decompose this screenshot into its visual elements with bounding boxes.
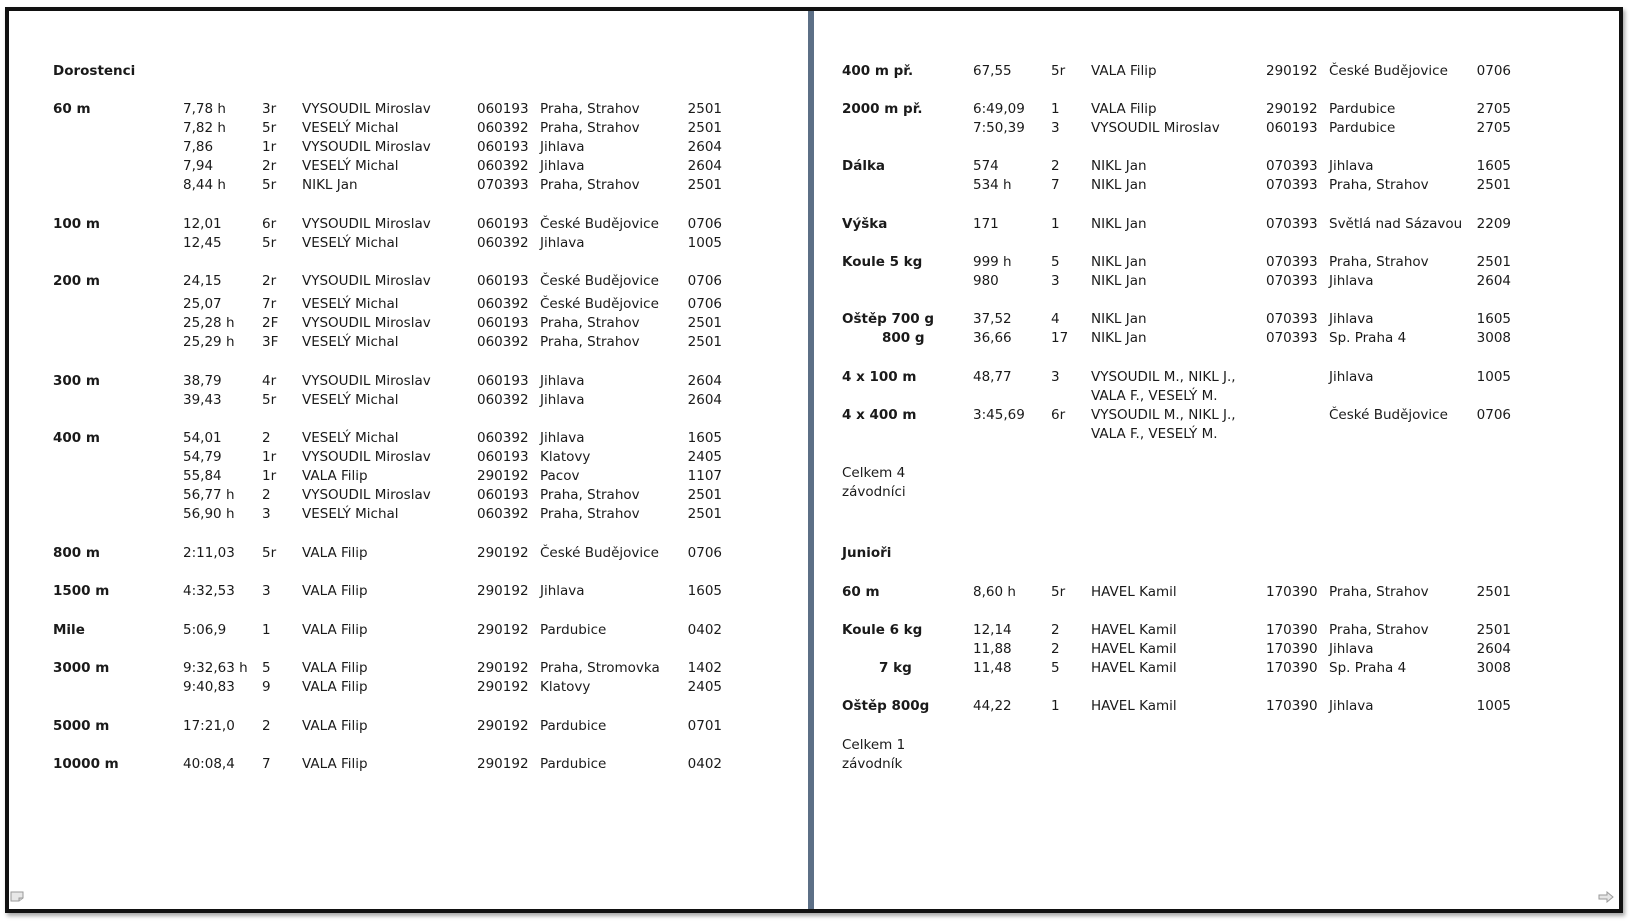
event-label: Koule 5 kg	[842, 254, 923, 270]
athlete-name: NIKL Jan	[1091, 273, 1147, 289]
result-cell: 39,43	[183, 392, 222, 408]
venue-cell: Jihlava	[1329, 273, 1374, 289]
date-cell: 2604	[687, 392, 722, 408]
athlete-name: VESELÝ Michal	[302, 120, 399, 136]
birth-date-cell: 060193	[477, 373, 529, 389]
date-cell: 1605	[1476, 158, 1511, 174]
birth-date-cell: 060392	[477, 334, 529, 350]
venue-cell: Praha, Strahov	[1329, 254, 1429, 270]
athlete-name: VESELÝ Michal	[302, 158, 399, 174]
venue-cell: Jihlava	[1329, 641, 1374, 657]
venue-cell: Jihlava	[540, 392, 585, 408]
date-cell: 1605	[687, 430, 722, 446]
date-cell: 2604	[1476, 273, 1511, 289]
athlete-name: VESELÝ Michal	[302, 235, 399, 251]
total-count-label: závodník	[842, 756, 903, 772]
athlete-name: NIKL Jan	[1091, 158, 1147, 174]
result-cell: 7:50,39	[973, 120, 1025, 136]
birth-date-cell: 290192	[477, 718, 529, 734]
date-cell: 0706	[687, 545, 722, 561]
birth-date-cell: 060193	[477, 216, 529, 232]
date-cell: 2405	[687, 679, 722, 695]
result-cell: 7,94	[183, 158, 214, 174]
athlete-name: HAVEL Kamil	[1091, 641, 1177, 657]
date-cell: 0706	[687, 216, 722, 232]
result-cell: 8,60 h	[973, 584, 1016, 600]
section-title: Dorostenci	[53, 63, 136, 79]
birth-date-cell: 070393	[1266, 216, 1318, 232]
venue-cell: České Budějovice	[1329, 63, 1448, 79]
venue-cell: Praha, Strahov	[540, 177, 640, 193]
birth-date-cell: 290192	[477, 545, 529, 561]
place-cell: 17	[1051, 330, 1069, 346]
result-cell: 17:21,0	[183, 718, 235, 734]
date-cell: 1107	[687, 468, 722, 484]
athlete-name: VALA Filip	[302, 583, 368, 599]
athlete-name: VESELÝ Michal	[302, 506, 399, 522]
athlete-name: VALA Filip	[302, 545, 368, 561]
athlete-name: VYSOUDIL Miroslav	[302, 315, 431, 331]
date-cell: 0402	[687, 622, 722, 638]
athlete-name: VYSOUDIL M., NIKL J.,	[1091, 369, 1236, 385]
result-cell: 48,77	[973, 369, 1012, 385]
birth-date-cell: 290192	[1266, 63, 1318, 79]
result-cell: 25,07	[183, 296, 222, 312]
event-label: 800 m	[53, 545, 100, 561]
athlete-name: NIKL Jan	[1091, 330, 1147, 346]
result-cell: 9:32,63 h	[183, 660, 248, 676]
place-cell: 5	[1051, 254, 1060, 270]
event-label: Výška	[842, 216, 888, 232]
place-cell: 5r	[262, 177, 277, 193]
venue-cell: Praha, Strahov	[540, 506, 640, 522]
birth-date-cell: 060193	[477, 273, 529, 289]
athlete-name: VALA Filip	[302, 468, 368, 484]
venue-cell: České Budějovice	[540, 216, 659, 232]
athlete-name: VYSOUDIL M., NIKL J.,	[1091, 407, 1236, 423]
event-label: 4 x 400 m	[842, 407, 917, 423]
event-label: 400 m	[53, 430, 100, 446]
venue-cell: Jihlava	[1329, 698, 1374, 714]
place-cell: 3	[262, 583, 271, 599]
venue-cell: České Budějovice	[1329, 407, 1448, 423]
athlete-name: VALA Filip	[1091, 63, 1157, 79]
date-cell: 3008	[1476, 660, 1511, 676]
venue-cell: Praha, Strahov	[1329, 177, 1429, 193]
venue-cell: Sp. Praha 4	[1329, 330, 1407, 346]
result-cell: 11,48	[973, 660, 1012, 676]
venue-cell: Jihlava	[1329, 369, 1374, 385]
event-label: 4 x 100 m	[842, 369, 917, 385]
event-label: 60 m	[53, 101, 91, 117]
birth-date-cell: 170390	[1266, 584, 1318, 600]
result-cell: 54,79	[183, 449, 222, 465]
athlete-name: VYSOUDIL Miroslav	[302, 487, 431, 503]
place-cell: 5r	[1051, 63, 1066, 79]
birth-date-cell: 060193	[477, 139, 529, 155]
place-cell: 5r	[262, 235, 277, 251]
venue-cell: Jihlava	[540, 235, 585, 251]
date-cell: 0706	[1476, 63, 1511, 79]
date-cell: 2501	[687, 506, 722, 522]
athlete-name-continued: VALA F., VESELÝ M.	[1091, 388, 1218, 404]
venue-cell: Praha, Strahov	[540, 120, 640, 136]
date-cell: 2501	[687, 101, 722, 117]
date-cell: 2604	[687, 139, 722, 155]
place-cell: 1	[1051, 698, 1060, 714]
date-cell: 1605	[1476, 311, 1511, 327]
total-count-label: závodníci	[842, 484, 906, 500]
birth-date-cell: 290192	[477, 679, 529, 695]
birth-date-cell: 060193	[477, 315, 529, 331]
birth-date-cell: 070393	[1266, 254, 1318, 270]
venue-cell: Praha, Strahov	[540, 101, 640, 117]
event-label: Dálka	[842, 158, 886, 174]
place-cell: 5r	[1051, 584, 1066, 600]
date-cell: 2705	[1476, 101, 1511, 117]
result-cell: 4:32,53	[183, 583, 235, 599]
result-cell: 56,90 h	[183, 506, 235, 522]
date-cell: 0402	[687, 756, 722, 772]
event-label: Oštěp 800g	[842, 698, 930, 714]
place-cell: 7	[262, 756, 271, 772]
date-cell: 2604	[1476, 641, 1511, 657]
date-cell: 0706	[687, 273, 722, 289]
venue-cell: Jihlava	[540, 373, 585, 389]
place-cell: 6r	[262, 216, 277, 232]
result-cell: 12,14	[973, 622, 1012, 638]
athlete-name: VYSOUDIL Miroslav	[302, 273, 431, 289]
birth-date-cell: 290192	[477, 622, 529, 638]
athlete-name: NIKL Jan	[1091, 216, 1147, 232]
athlete-name: VYSOUDIL Miroslav	[302, 449, 431, 465]
event-label: 400 m př.	[842, 63, 914, 79]
birth-date-cell: 060392	[477, 158, 529, 174]
result-cell: 6:49,09	[973, 101, 1025, 117]
date-cell: 2705	[1476, 120, 1511, 136]
birth-date-cell: 170390	[1266, 622, 1318, 638]
venue-cell: Praha, Strahov	[540, 315, 640, 331]
total-count: Celkem 1	[842, 737, 906, 753]
birth-date-cell: 290192	[477, 660, 529, 676]
venue-cell: Jihlava	[540, 158, 585, 174]
place-cell: 2	[1051, 622, 1060, 638]
birth-date-cell: 070393	[1266, 330, 1318, 346]
result-cell: 11,88	[973, 641, 1012, 657]
birth-date-cell: 290192	[477, 756, 529, 772]
place-cell: 7	[1051, 177, 1060, 193]
place-cell: 2	[262, 718, 271, 734]
result-cell: 7,78 h	[183, 101, 226, 117]
event-label: Mile	[53, 622, 85, 638]
place-cell: 3	[262, 506, 271, 522]
venue-cell: Praha, Strahov	[540, 334, 640, 350]
athlete-name: VALA Filip	[302, 718, 368, 734]
birth-date-cell: 060392	[477, 235, 529, 251]
birth-date-cell: 290192	[1266, 101, 1318, 117]
date-cell: 0706	[1476, 407, 1511, 423]
date-cell: 2604	[687, 158, 722, 174]
date-cell: 1605	[687, 583, 722, 599]
birth-date-cell: 290192	[477, 583, 529, 599]
birth-date-cell: 060193	[477, 487, 529, 503]
birth-date-cell: 070393	[1266, 273, 1318, 289]
date-cell: 2501	[687, 334, 722, 350]
athlete-name: VALA Filip	[302, 622, 368, 638]
venue-cell: Praha, Stromovka	[540, 660, 660, 676]
page-right	[814, 0, 1623, 923]
date-cell: 2604	[687, 373, 722, 389]
place-cell: 1	[262, 622, 271, 638]
result-cell: 999 h	[973, 254, 1012, 270]
athlete-name: HAVEL Kamil	[1091, 622, 1177, 638]
place-cell: 5r	[262, 545, 277, 561]
venue-cell: Pardubice	[1329, 101, 1396, 117]
birth-date-cell: 060392	[477, 392, 529, 408]
venue-cell: Praha, Strahov	[1329, 584, 1429, 600]
venue-cell: Světlá nad Sázavou	[1329, 216, 1463, 232]
birth-date-cell: 060193	[477, 101, 529, 117]
venue-cell: Sp. Praha 4	[1329, 660, 1407, 676]
venue-cell: Pardubice	[540, 718, 607, 734]
date-cell: 1402	[687, 660, 722, 676]
place-cell: 2	[1051, 641, 1060, 657]
venue-cell: České Budějovice	[540, 545, 659, 561]
venue-cell: Jihlava	[1329, 311, 1374, 327]
date-cell: 2501	[687, 487, 722, 503]
result-cell: 55,84	[183, 468, 222, 484]
athlete-name: HAVEL Kamil	[1091, 698, 1177, 714]
date-cell: 1005	[1476, 369, 1511, 385]
place-cell: 5r	[262, 392, 277, 408]
result-cell: 37,52	[973, 311, 1012, 327]
place-cell: 2	[262, 430, 271, 446]
birth-date-cell: 060392	[477, 296, 529, 312]
birth-date-cell: 070393	[1266, 177, 1318, 193]
result-cell: 24,15	[183, 273, 222, 289]
result-cell: 5:06,9	[183, 622, 227, 638]
place-cell: 1r	[262, 449, 277, 465]
place-cell: 3	[1051, 369, 1060, 385]
athlete-name: VYSOUDIL Miroslav	[302, 373, 431, 389]
event-label: 60 m	[842, 584, 880, 600]
page-left	[0, 0, 808, 923]
birth-date-cell: 060392	[477, 430, 529, 446]
place-cell: 5	[1051, 660, 1060, 676]
athlete-name: NIKL Jan	[302, 177, 358, 193]
date-cell: 0701	[687, 718, 722, 734]
athlete-name: HAVEL Kamil	[1091, 584, 1177, 600]
date-cell: 1005	[687, 235, 722, 251]
date-cell: 2209	[1476, 216, 1511, 232]
date-cell: 2501	[687, 177, 722, 193]
athlete-name-continued: VALA F., VESELÝ M.	[1091, 426, 1218, 442]
event-label: 200 m	[53, 273, 100, 289]
place-cell: 2r	[262, 158, 277, 174]
result-cell: 56,77 h	[183, 487, 235, 503]
next-page-arrow-icon[interactable]	[1598, 891, 1612, 902]
athlete-name: VESELÝ Michal	[302, 296, 399, 312]
venue-cell: Pacov	[540, 468, 580, 484]
venue-cell: Jihlava	[540, 430, 585, 446]
athlete-name: VESELÝ Michal	[302, 392, 399, 408]
place-cell: 3	[1051, 120, 1060, 136]
result-cell: 38,79	[183, 373, 222, 389]
event-label: 100 m	[53, 216, 100, 232]
event-label: 300 m	[53, 373, 100, 389]
athlete-name: VALA Filip	[302, 679, 368, 695]
result-cell: 9:40,83	[183, 679, 235, 695]
place-cell: 1r	[262, 139, 277, 155]
athlete-name: VESELÝ Michal	[302, 334, 399, 350]
venue-cell: Jihlava	[1329, 158, 1374, 174]
venue-cell: Pardubice	[540, 622, 607, 638]
athlete-name: VESELÝ Michal	[302, 430, 399, 446]
athlete-name: VYSOUDIL Miroslav	[302, 216, 431, 232]
birth-date-cell: 170390	[1266, 641, 1318, 657]
place-cell: 6r	[1051, 407, 1066, 423]
place-cell: 3r	[262, 101, 277, 117]
venue-cell: Praha, Strahov	[540, 487, 640, 503]
birth-date-cell: 170390	[1266, 698, 1318, 714]
place-cell: 3F	[262, 334, 279, 350]
place-cell: 4	[1051, 311, 1060, 327]
place-cell: 1	[1051, 101, 1060, 117]
result-cell: 171	[973, 216, 999, 232]
event-label: 10000 m	[53, 756, 119, 772]
date-cell: 2501	[1476, 177, 1511, 193]
place-cell: 1	[1051, 216, 1060, 232]
place-cell: 5r	[262, 120, 277, 136]
page-curl-left-icon[interactable]	[10, 891, 24, 902]
event-label: 3000 m	[53, 660, 110, 676]
section-title: Junioři	[842, 545, 892, 561]
athlete-name: NIKL Jan	[1091, 311, 1147, 327]
venue-cell: Klatovy	[540, 679, 591, 695]
venue-cell: Pardubice	[1329, 120, 1396, 136]
date-cell: 2501	[1476, 254, 1511, 270]
total-count: Celkem 4	[842, 465, 906, 481]
athlete-name: NIKL Jan	[1091, 254, 1147, 270]
result-cell: 980	[973, 273, 999, 289]
place-cell: 3	[1051, 273, 1060, 289]
birth-date-cell: 290192	[477, 468, 529, 484]
place-cell: 2r	[262, 273, 277, 289]
result-cell: 44,22	[973, 698, 1012, 714]
place-cell: 1r	[262, 468, 277, 484]
athlete-name: NIKL Jan	[1091, 177, 1147, 193]
result-cell: 12,01	[183, 216, 222, 232]
result-cell: 3:45,69	[973, 407, 1025, 423]
venue-cell: České Budějovice	[540, 273, 659, 289]
athlete-name: VALA Filip	[1091, 101, 1157, 117]
result-cell: 12,45	[183, 235, 222, 251]
date-cell: 1005	[1476, 698, 1511, 714]
result-cell: 67,55	[973, 63, 1012, 79]
date-cell: 2501	[1476, 622, 1511, 638]
event-label: Oštěp 700 g	[842, 311, 935, 327]
place-cell: 9	[262, 679, 271, 695]
venue-cell: České Budějovice	[540, 296, 659, 312]
birth-date-cell: 170390	[1266, 660, 1318, 676]
event-label: 1500 m	[53, 583, 110, 599]
event-label: 7 kg	[879, 660, 912, 676]
date-cell: 2501	[687, 315, 722, 331]
birth-date-cell: 070393	[1266, 158, 1318, 174]
athlete-name: VYSOUDIL Miroslav	[1091, 120, 1220, 136]
result-cell: 25,29 h	[183, 334, 235, 350]
venue-cell: Jihlava	[540, 583, 585, 599]
birth-date-cell: 060193	[477, 449, 529, 465]
birth-date-cell: 070393	[1266, 311, 1318, 327]
date-cell: 3008	[1476, 330, 1511, 346]
athlete-name: VYSOUDIL Miroslav	[302, 101, 431, 117]
venue-cell: Klatovy	[540, 449, 591, 465]
birth-date-cell: 060392	[477, 120, 529, 136]
venue-cell: Pardubice	[540, 756, 607, 772]
athlete-name: VALA Filip	[302, 756, 368, 772]
place-cell: 7r	[262, 296, 277, 312]
result-cell: 534 h	[973, 177, 1012, 193]
date-cell: 2405	[687, 449, 722, 465]
result-cell: 25,28 h	[183, 315, 235, 331]
result-cell: 36,66	[973, 330, 1012, 346]
birth-date-cell: 070393	[477, 177, 529, 193]
result-cell: 574	[973, 158, 999, 174]
place-cell: 4r	[262, 373, 277, 389]
event-sub-label: 800 g	[882, 330, 925, 346]
place-cell: 2	[262, 487, 271, 503]
athlete-name: VALA Filip	[302, 660, 368, 676]
athlete-name: HAVEL Kamil	[1091, 660, 1177, 676]
result-cell: 7,86	[183, 139, 214, 155]
birth-date-cell: 060193	[1266, 120, 1318, 136]
athlete-name: VYSOUDIL Miroslav	[302, 139, 431, 155]
event-label: 2000 m př.	[842, 101, 923, 117]
date-cell: 2501	[1476, 584, 1511, 600]
result-cell: 54,01	[183, 430, 222, 446]
place-cell: 5	[262, 660, 271, 676]
venue-cell: Praha, Strahov	[1329, 622, 1429, 638]
date-cell: 2501	[687, 120, 722, 136]
result-cell: 8,44 h	[183, 177, 226, 193]
result-cell: 2:11,03	[183, 545, 235, 561]
result-cell: 7,82 h	[183, 120, 226, 136]
event-label: Koule 6 kg	[842, 622, 923, 638]
result-cell: 40:08,4	[183, 756, 235, 772]
venue-cell: Jihlava	[540, 139, 585, 155]
event-label: 5000 m	[53, 718, 110, 734]
date-cell: 0706	[687, 296, 722, 312]
place-cell: 2	[1051, 158, 1060, 174]
birth-date-cell: 060392	[477, 506, 529, 522]
place-cell: 2F	[262, 315, 279, 331]
